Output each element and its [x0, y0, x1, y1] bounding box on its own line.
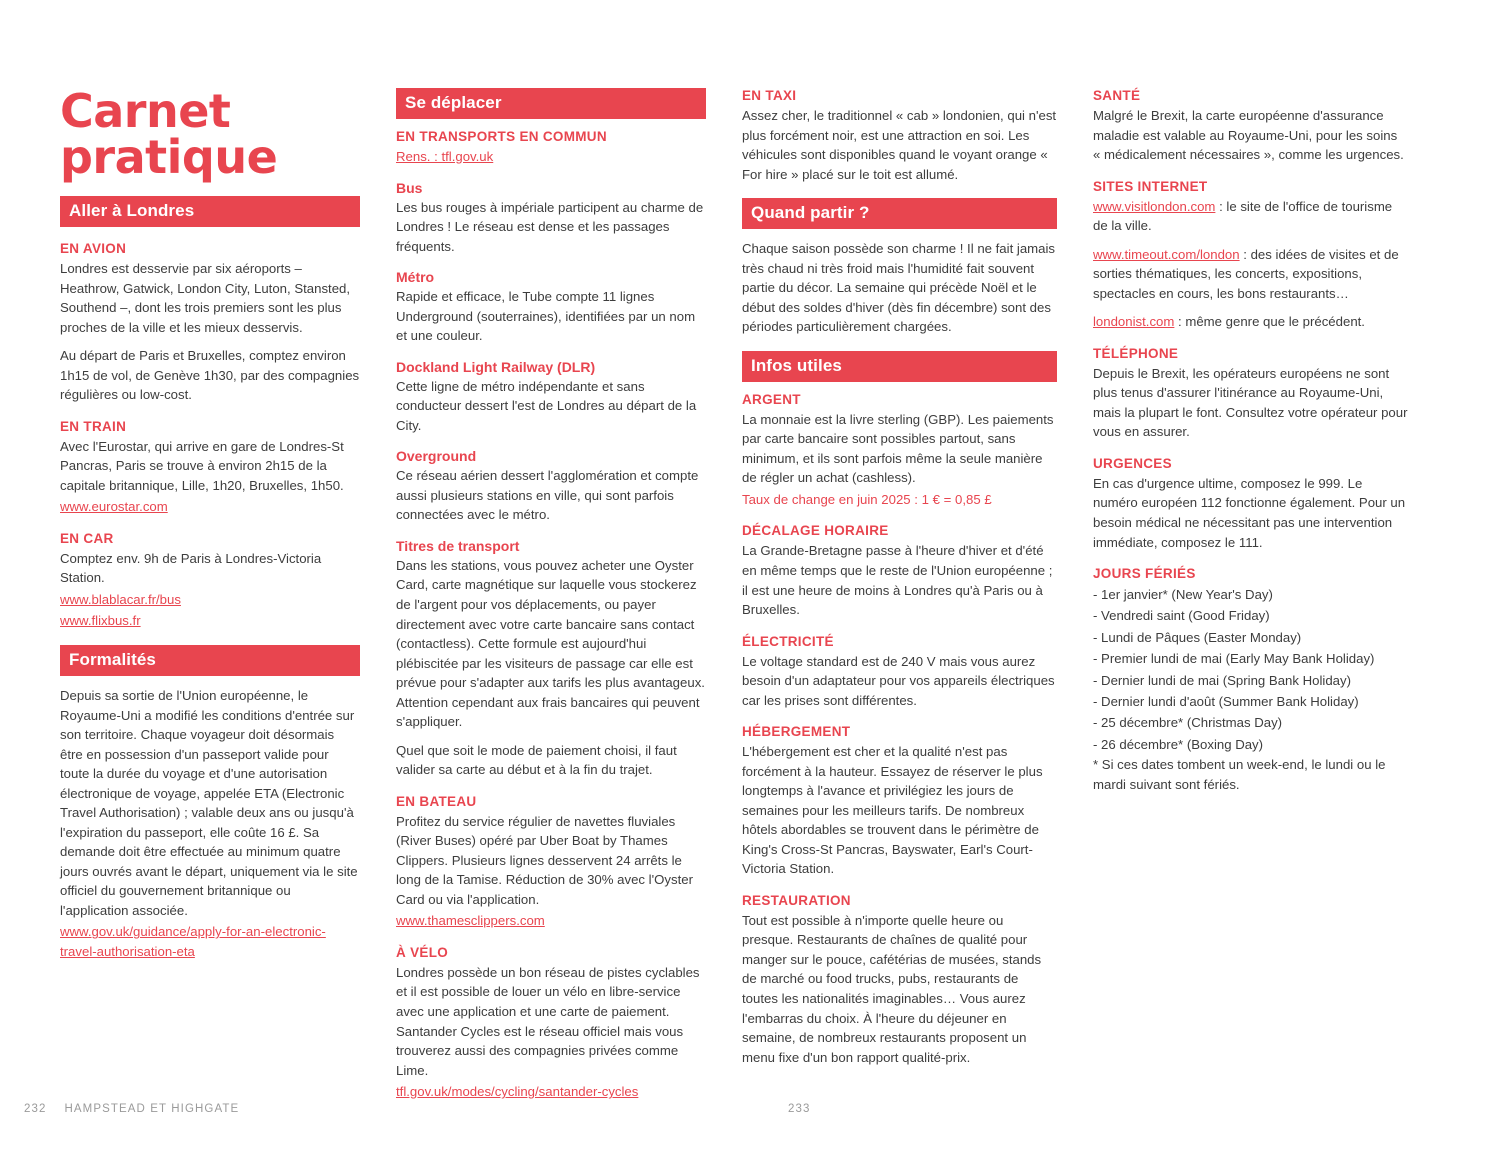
flixbus-link[interactable]: www.flixbus.fr — [60, 613, 141, 629]
subsection-jours-feries-heading: JOURS FÉRIÉS — [1093, 566, 1196, 582]
subsection-en-train-heading: EN TRAIN — [60, 418, 127, 434]
subsection-en-taxi-heading: EN TAXI — [742, 88, 797, 103]
list-item: - Dernier lundi de mai (Spring Bank Holiday) — [1093, 672, 1351, 688]
metro-paragraph: Rapide et efficace, le Tube compte 11 lignes Underground (souterraines), identifiées par un nom et une couleur. — [396, 289, 696, 344]
footer-left — [24, 1103, 239, 1115]
timeout-description: : des idées de visites et de sorties thématiques, les concerts, expositions, spectacles en cours, les bons restaurants… — [1093, 246, 1399, 301]
subsection-sites-internet-heading: SITES INTERNET — [1093, 178, 1208, 194]
en-train-paragraph: Avec l'Eurostar, qui arrive en gare de Londres-St Pancras, Paris se trouve à environ 2h15 de la capitale britannique, Lille, 1h20, Bruxelles, 1h50. — [60, 438, 344, 493]
list-item: - 1er janvier* (New Year's Day) — [1093, 587, 1273, 603]
subsection-hebergement-heading: HÉBERGEMENT — [742, 724, 851, 740]
londonist-description: : même genre que le précédent. — [1174, 314, 1365, 330]
titres-paragraph-2: Quel que soit le mode de paiement choisi, il faut valider sa carte au début et à la fin du trajet. — [396, 742, 677, 778]
londonist-link[interactable]: londonist.com — [1093, 314, 1175, 330]
column-4 — [1093, 88, 1408, 1104]
subsection-telephone-heading: TÉLÉPHONE — [1093, 345, 1179, 361]
section-banner-infos-utiles: Infos utiles — [742, 351, 1057, 382]
thamesclippers-link[interactable]: www.thamesclippers.com — [396, 913, 545, 929]
overground-paragraph: Ce réseau aérien dessert l'agglomération et compte aussi plusieurs stations en ville, qui sont parfois connectées avec le métro. — [396, 468, 699, 523]
section-banner-se-deplacer: Se déplacer — [396, 88, 706, 119]
subsection-en-car-heading: EN CAR — [60, 530, 114, 546]
section-banner-quand-partir: Quand partir ? — [742, 198, 1057, 229]
eurostar-link[interactable]: www.eurostar.com — [60, 499, 168, 515]
subsection-transports-commun-heading: EN TRANSPORTS EN COMMUN — [396, 129, 607, 144]
en-car-paragraph: Comptez env. 9h de Paris à Londres-Victoria Station. — [60, 550, 322, 586]
subsection-urgences-heading: URGENCES — [1093, 455, 1172, 471]
section-banner-formalites: Formalités — [60, 645, 360, 676]
restauration-paragraph: Tout est possible à n'importe quelle heure ou presque. Restaurants de chaînes de qualité pour manger sur le pouce, cafétérias de musées, stands de marché ou food trucks, pubs, restaurants de toutes les nationalités imaginables… Vous aurez l'embarras du choix. À l'heure du déjeuner en semaine, de nombreux restaurants proposent un menu fixe d'un bon rapport qualité-prix. — [742, 912, 1042, 1065]
page-title-line-1: Carnet — [60, 84, 231, 138]
titres-paragraph-1: Dans les stations, vous pouvez acheter une Oyster Card, carte magnétique sur laquelle vous stockerez de l'argent pour vos déplacements, ou payer directement avec votre carte bancaire sans contact (contactless). Cette formule est aujourd'hui plébiscitée par les visiteurs de passage car elle est prévue pour s'adapter aux tarifs les plus avantageux. Attention cependant aux frais bancaires qui peuvent s'appliquer. — [396, 557, 705, 730]
list-item: - Vendredi saint (Good Friday) — [1093, 608, 1270, 624]
hebergement-paragraph: L'hébergement est cher et la qualité n'est pas forcément à la hauteur. Essayez de réserver le plus longtemps à l'avance et privilégiez les jours de semaines pour les meilleurs tarifs. De nombreux hôtels abordables se trouvent dans le périmètre de King's Cross-St Pancras, Bayswater, Earl's Court-Victoria Station. — [742, 744, 1043, 877]
site-timeout-entry — [1093, 245, 1408, 304]
column-3 — [742, 88, 1057, 1104]
visitlondon-description: : le site de l'office de tourisme de la ville. — [1093, 198, 1393, 234]
subsection-titres-transport-heading: Titres de transport — [396, 537, 520, 554]
en-avion-paragraph-1: Londres est desservie par six aéroports – Heathrow, Gatwick, London City, Luton, Stansted, Southend –, dont les trois premiers sont les plus proches de la ville et les mieux desservis. — [60, 261, 351, 335]
blablacar-link[interactable]: www.blablacar.fr/bus — [60, 591, 181, 607]
telephone-paragraph: Depuis le Brexit, les opérateurs européens ne sont plus tenus d'assurer l'itinérance au Royaume-Uni, mais la plupart le font. Consultez votre opérateur pour vous en assurer. — [1093, 365, 1408, 440]
list-item: - Lundi de Pâques (Easter Monday) — [1093, 629, 1302, 645]
subsection-restauration-heading: RESTAURATION — [742, 892, 851, 908]
taux-de-change-value: Taux de change en juin 2025 : 1 € = 0,85 £ — [742, 491, 992, 507]
en-avion-paragraph-2: Au départ de Paris et Bruxelles, comptez environ 1h15 de vol, de Genève 1h30, par des compagnies régulières ou low-cost. — [60, 348, 360, 403]
taxi-paragraph: Assez cher, le traditionnel « cab » londonien, qui n'est plus forcément noir, est une attraction en soi. Les véhicules sont disponibles quand le voyant orange « For hire » placé sur le toit est allumé. — [742, 108, 1057, 182]
page-number-right: 233 — [788, 1103, 811, 1115]
gov-uk-eta-link[interactable]: www.gov.uk/guidance/apply-for-an-electronic-travel-authorisation-eta — [60, 924, 326, 959]
electricite-paragraph: Le voltage standard est de 240 V mais vous aurez besoin d'un adaptateur pour vos appareils électriques car les prises sont différentes. — [742, 653, 1055, 708]
subsection-decalage-horaire-heading: DÉCALAGE HORAIRE — [742, 523, 889, 539]
list-item: - Dernier lundi d'août (Summer Bank Holiday) — [1093, 693, 1359, 709]
subsection-sante-heading: SANTÉ — [1093, 88, 1141, 103]
site-visitlondon-entry — [1093, 197, 1408, 236]
bus-paragraph: Les bus rouges à impériale participent au charme de Londres ! Le réseau est dense et les passages fréquents. — [396, 199, 704, 254]
subsection-electricite-heading: ÉLECTRICITÉ — [742, 633, 834, 649]
subsection-argent-heading: ARGENT — [742, 391, 801, 407]
dlr-paragraph: Cette ligne de métro indépendante et sans conducteur dessert l'est de Londres au départ de la City. — [396, 378, 697, 433]
visitlondon-link[interactable]: www.visitlondon.com — [1093, 198, 1216, 214]
column-2 — [396, 88, 706, 1104]
jours-feries-footnote: * Si ces dates tombent un week-end, le lundi ou le mardi suivant sont fériés. — [1093, 757, 1386, 792]
site-londonist-entry — [1093, 312, 1408, 332]
page-title — [60, 84, 360, 184]
subsection-dlr-heading: Dockland Light Railway (DLR) — [396, 358, 596, 375]
santander-cycles-link[interactable]: tfl.gov.uk/modes/cycling/santander-cycles — [396, 1084, 639, 1100]
subsection-overground-heading: Overground — [396, 448, 477, 465]
argent-paragraph: La monnaie est la livre sterling (GBP). Les paiements par carte bancaire sont possibles partout, sans minimum, et ils sont parfois même la seule manière de régler un achat (cashless). — [742, 411, 1054, 486]
bateau-paragraph: Profitez du service régulier de navettes fluviales (River Buses) opéré par Uber Boat by Thames Clippers. Plusieurs lignes desservent 24 arrêts le long de la Tamise. Réduction de 30% avec l'Oyster Card ou via l'application. — [396, 813, 693, 907]
column-1 — [60, 84, 360, 1104]
tfl-rens-link[interactable]: Rens. : tfl.gov.uk — [396, 149, 494, 164]
urgences-paragraph: En cas d'urgence ultime, composez le 999. Le numéro européen 112 fonctionne également. Pour un besoin médical ne nécessitant pas une intervention immédiate, composez le 111. — [1093, 475, 1406, 550]
decalage-paragraph: La Grande-Bretagne passe à l'heure d'hiver et d'été en même temps que le reste de l'Union européenne ; il est une heure de moins à Londres qu'à Paris ou à Bruxelles. — [742, 543, 1053, 618]
list-item: - Premier lundi de mai (Early May Bank Holiday) — [1093, 651, 1375, 667]
subsection-en-avion-heading: EN AVION — [60, 241, 127, 256]
subsection-metro-heading: Métro — [396, 269, 435, 286]
formalites-paragraph: Depuis sa sortie de l'Union européenne, le Royaume-Uni a modifié les conditions d'entrée sur son territoire. Chaque voyageur doit désormais être en possession d'un passeport valide pour toute la durée du voyage et d'une autorisation électronique de voyage, appelée ETA (Electronic Travel Authorisation) ; valable deux ans ou jusqu'à l'expiration du passeport, elle coûte 16 £. Sa demande doit être effectuée au minimum quatre jours ouvrés avant le départ, uniquement via le site officiel du gouvernement britannique ou l'application associée. — [60, 687, 358, 918]
page-columns — [60, 84, 1452, 1104]
footer-chapter-title: HAMPSTEAD ET HIGHGATE — [64, 1103, 240, 1115]
velo-paragraph: Londres possède un bon réseau de pistes cyclables et il est possible de louer un vélo en libre-service avec une application et une carte de paiement. Santander Cycles est le réseau officiel mais vous trouverez aussi des compagnies privées comme Lime. — [396, 964, 700, 1078]
section-banner-aller-a-londres: Aller à Londres — [60, 196, 360, 227]
jours-feries-list — [1093, 584, 1408, 755]
page-number-left: 232 — [24, 1103, 47, 1115]
subsection-en-bateau-heading: EN BATEAU — [396, 793, 477, 809]
quand-partir-paragraph: Chaque saison possède son charme ! Il ne fait jamais très chaud ni très froid mais l'humidité fait souvent partie du décor. La semaine qui précède Noël et le début des soldes d'hiver (dès fin décembre) sont des périodes particulièrement chargées. — [742, 241, 1056, 335]
sante-paragraph: Malgré le Brexit, la carte européenne d'assurance maladie est valable au Royaume-Uni, pour les soins « médicalement nécessaires », comme les urgences. — [1093, 108, 1404, 163]
list-item: - 26 décembre* (Boxing Day) — [1093, 736, 1264, 752]
list-item: - 25 décembre* (Christmas Day) — [1093, 715, 1283, 731]
footer-right — [788, 1103, 811, 1115]
timeout-link[interactable]: www.timeout.com/london — [1093, 246, 1240, 262]
subsection-a-velo-heading: À VÉLO — [396, 944, 449, 960]
page-title-line-2: pratique — [60, 130, 278, 184]
subsection-bus-heading: Bus — [396, 179, 423, 196]
